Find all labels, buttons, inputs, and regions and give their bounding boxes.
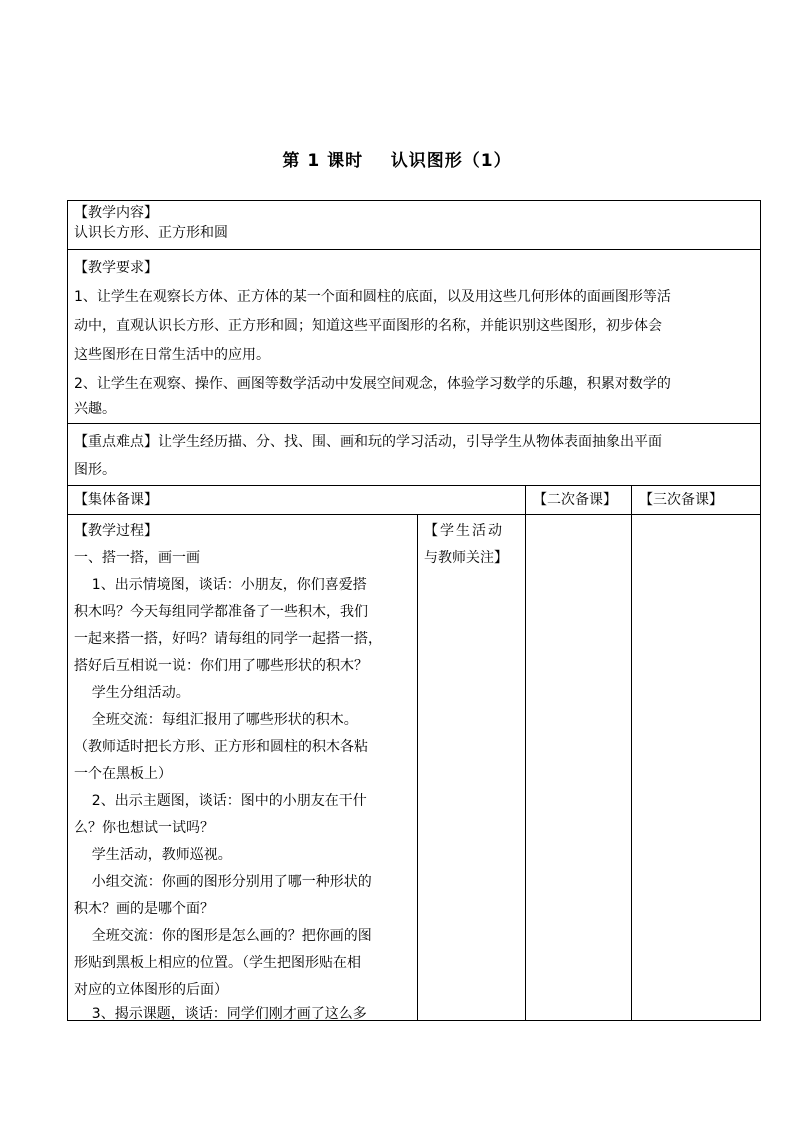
process-line: 小组交流：你画的图形分别用了哪一种形状的 <box>74 874 372 890</box>
activity-heading-line: 【学生活动 <box>424 523 504 539</box>
process-line: 2、出示主题图，谈话：图中的小朋友在干什 <box>74 793 367 809</box>
process-line: 么？你也想试一试吗？ <box>74 820 214 836</box>
key-points-line: 图形。 <box>74 462 116 478</box>
process-line: 3、揭示课题，谈话：同学们刚才画了这么多 <box>74 1006 367 1022</box>
requirements-line: 兴趣。 <box>74 401 116 417</box>
requirements-section <box>68 250 760 424</box>
lesson-plan-table <box>67 200 761 1021</box>
process-line: 搭好后互相说一说：你们用了哪些形状的积木？ <box>74 658 368 674</box>
column-divider <box>631 486 632 1020</box>
process-line: 一、搭一搭，画一画 <box>74 550 200 566</box>
process-line: 学生活动，教师巡视。 <box>74 847 232 863</box>
key-points-section <box>68 424 760 486</box>
content-heading: 【教学内容】 <box>74 205 158 221</box>
process-line: 对应的立体图形的后面） <box>74 982 228 998</box>
requirements-heading: 【教学要求】 <box>74 260 158 276</box>
third-prep-header: 【三次备课】 <box>639 492 723 508</box>
process-line: 一个在黑板上） <box>74 766 172 782</box>
prep-header-row <box>68 486 760 515</box>
page-title: 第 1 课时 认识图形（1） <box>282 151 512 171</box>
process-line: 【教学过程】 <box>74 523 158 539</box>
requirements-line: 动中，直观认识长方形、正方形和圆；知道这些平面图形的名称，并能识别这些图形，初步体会 <box>74 318 662 334</box>
content-section <box>68 201 760 250</box>
requirements-line: 这些图形在日常生活中的应用。 <box>74 347 270 363</box>
process-line: 1、出示情境图，谈话：小朋友，你们喜爱搭 <box>74 577 367 593</box>
process-line: 积木吗？今天每组同学都准备了一些积木，我们 <box>74 604 368 620</box>
activity-column <box>418 515 525 1020</box>
process-line: 形贴到黑板上相应的位置。（学生把图形贴在相 <box>74 955 361 971</box>
process-line: 一起来搭一搭，好吗？请每组的同学一起搭一搭， <box>74 631 382 647</box>
collective-prep-header: 【集体备课】 <box>74 492 158 508</box>
column-divider <box>525 486 526 1020</box>
process-line: 全班交流：每组汇报用了哪些形状的积木。 <box>74 712 358 728</box>
process-line: 学生分组活动。 <box>74 685 190 701</box>
process-line: （教师适时把长方形、正方形和圆柱的积木各粘 <box>74 739 368 755</box>
content-text: 认识长方形、正方形和圆 <box>74 225 228 241</box>
requirements-line: 2、让学生在观察、操作、画图等数学活动中发展空间观念，体验学习数学的乐趣，积累对数学的 <box>74 376 671 392</box>
key-points-line: 【重点难点】让学生经历描、分、找、围、画和玩的学习活动，引导学生从物体表面抽象出平面 <box>74 434 662 450</box>
process-column <box>68 515 417 1020</box>
requirements-line: 1、让学生在观察长方体、正方体的某一个面和圆柱的底面，以及用这些几何形体的面画图形等活 <box>74 289 671 305</box>
activity-heading-line: 与教师关注】 <box>424 550 508 566</box>
second-prep-header: 【二次备课】 <box>533 492 617 508</box>
process-line: 积木？画的是哪个面？ <box>74 901 214 917</box>
process-line: 全班交流：你的图形是怎么画的？把你画的图 <box>74 928 372 944</box>
